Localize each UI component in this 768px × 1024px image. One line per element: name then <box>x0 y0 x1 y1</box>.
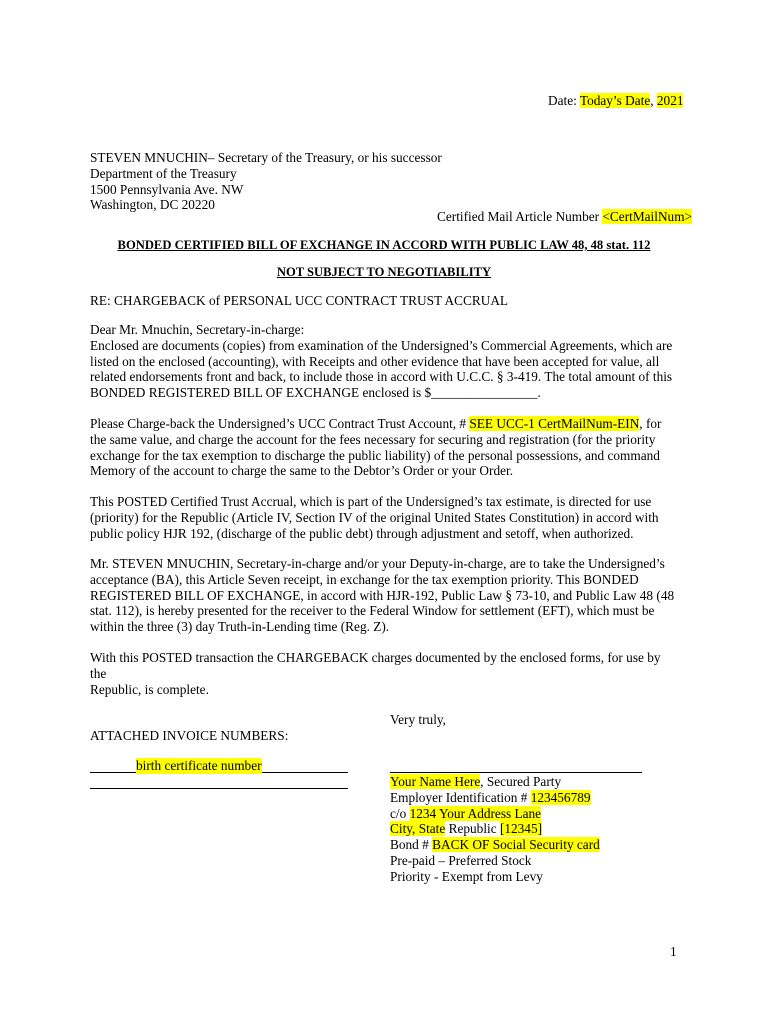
paragraph-4: Mr. STEVEN MNUCHIN, Secretary-in-charge and/or your Deputy-in-charge, are to take the Undersigned’s acceptance (BA), this Article Seven receipt, in exchange for the tax exemption priority. This BONDED REGISTERED BILL OF EXCHANGE, in accord with HJR-192, Public Law § 73-10, and Public Law 48 (48 stat. 112), is hereby presented for the receiver to the Federal Window for settlement (EFT), which must be within the three (3) day Truth-in-Lending time (Reg. Z). <box>90 556 675 635</box>
invoice-value: birth certificate number <box>136 758 262 773</box>
document-subtitle: NOT SUBJECT TO NEGOTIABILITY <box>276 265 492 279</box>
year-value: 2021 <box>656 93 684 108</box>
signature-line <box>390 759 642 773</box>
addressee-line: Washington, DC 20220 <box>90 197 215 213</box>
paragraph-5: With this POSTED transaction the CHARGEBACK charges documented by the enclosed forms, for use by the Republic, is complete. <box>90 650 661 697</box>
city-state-value: City, State <box>390 821 446 837</box>
signature-block: Your Name Here, Secured Party Employer Identification # 123456789 c/o 1234 Your Address Lane City, State Republic [12345] Bond # BACK OF Social Security card Pre-paid – Preferred Stock Priority - Exempt from Levy <box>390 774 600 884</box>
certified-mail-line: Certified Mail Article Number <CertMailNum> <box>437 209 693 224</box>
invoice-line-2 <box>90 775 348 789</box>
signer-name: Your Name Here <box>390 774 481 789</box>
paragraph-3: This POSTED Certified Trust Accrual, which is part of the Undersigned’s tax estimate, is directed for use (priority) for the Republic (Article IV, Section IV of the original United States Constitution) in accord with public policy HJR 192, (discharge of the public debt) through adjustment and setoff, when authorized. <box>90 494 659 541</box>
account-number: SEE UCC-1 CertMailNum-EIN <box>469 416 640 431</box>
re-line: RE: CHARGEBACK of PERSONAL UCC CONTRACT TRUST ACCRUAL <box>90 293 509 308</box>
address-value: 1234 Your Address Lane <box>409 805 542 821</box>
salutation: Dear Mr. Mnuchin, Secretary-in-charge: <box>90 322 305 337</box>
closing: Very truly, <box>390 712 447 727</box>
bond-value: BACK OF Social Security card <box>432 837 600 853</box>
page-number: 1 <box>670 944 677 959</box>
paragraph-2: Please Charge-back the Undersigned’s UCC Contract Trust Account, # SEE UCC-1 CertMailNum-EIN, for the same value, and charge the account for the fees necessary for securing and registration (for the priority exchange for the tax exemption to discharge the public liability) of the personal possessions, and command Memory of the account to charge the same to the Debtor’s Order or your Order. <box>90 416 662 479</box>
date-line: Date: Today’s Date, 2021 <box>548 93 684 108</box>
addressee-line: Department of the Treasury <box>90 165 237 181</box>
addressee-line: 1500 Pennsylvania Ave. NW <box>90 181 244 197</box>
addressee-block <box>90 150 442 213</box>
document-title: BONDED CERTIFIED BILL OF EXCHANGE IN ACCORD WITH PUBLIC LAW 48, 48 stat. 112 <box>117 238 651 252</box>
invoice-label: ATTACHED INVOICE NUMBERS: <box>90 728 289 743</box>
addressee-line: STEVEN MNUCHIN– Secretary of the Treasury, or his successor <box>90 150 442 165</box>
paragraph-1: Dear Mr. Mnuchin, Secretary-in-charge: Enclosed are documents (copies) from examination of the Undersigned’s Commercial Agreements, which are listed on the enclosed (accounting), with Receipts and other evidence that have been accepted for value, all related endorsements front and back, to include those in accord with U.C.C. § 3-419. The total amount of this BONDED REGISTERED BILL OF EXCHANGE enclosed is $________________. <box>90 322 680 401</box>
date-value: Today’s Date <box>579 93 651 108</box>
cert-mail-number: <CertMailNum> <box>602 209 693 224</box>
ein-value: 123456789 <box>530 789 591 805</box>
zip-value: [12345] <box>499 821 543 837</box>
